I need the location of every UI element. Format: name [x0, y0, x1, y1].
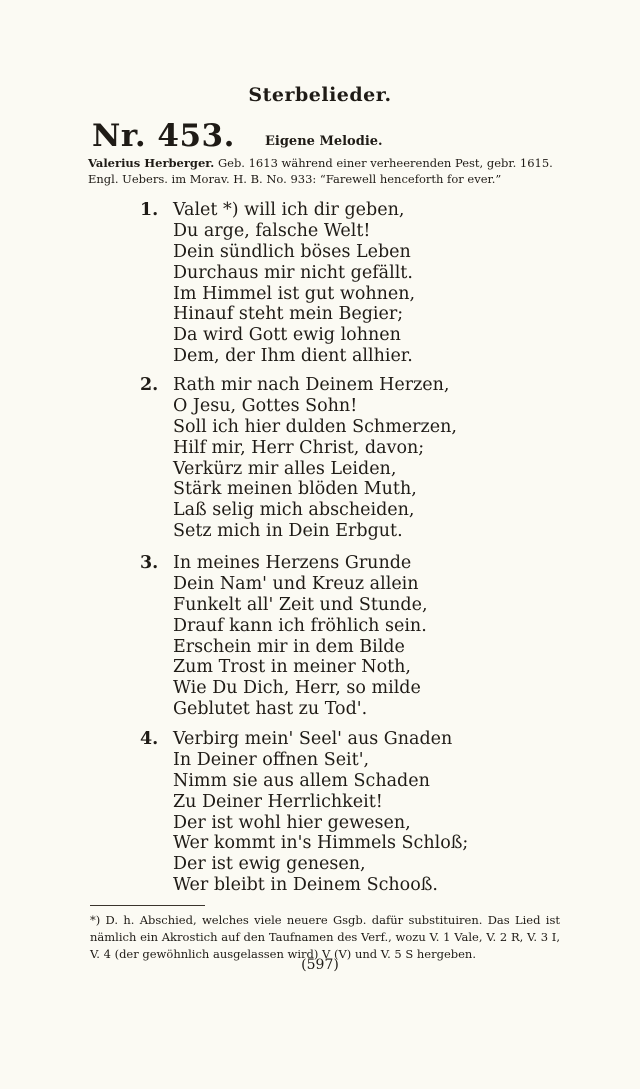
- author-name: Valerius Herberger.: [88, 156, 215, 170]
- verse-line: Nimm sie aus allem Schaden: [173, 770, 430, 791]
- running-head: Sterbelieder.: [248, 84, 392, 106]
- verse-line: Hinauf steht mein Begier;: [173, 304, 404, 325]
- verse-number: 2.: [140, 375, 159, 395]
- verse-line: Im Himmel ist gut wohnen,: [173, 283, 416, 304]
- verse-line: Funkelt all' Zeit und Stunde,: [173, 594, 428, 615]
- attribution-details: Geb. 1613 während einer verheerenden Pest, gebr. 1615.: [217, 156, 553, 170]
- attribution-line-2: Engl. Uebers. im Morav. H. B. No. 933: “Farewell henceforth for ever.”: [88, 172, 502, 186]
- verse-line: Wer bleibt in Deinem Schooß.: [173, 875, 438, 896]
- verse-number: 1.: [140, 200, 159, 220]
- footnote: *) D. h. Abschied, welches viele neuere Gsgb. dafür substituiren. Das Lied ist nämlich ein Akrostich auf den Taufnamen des Verf., wozu V. 1 Vale, V. 2 R, V. 3 I, V. 4 (der gewöhnlich ausgelassen wird) V (V) und V. 5 S hergeben.: [90, 913, 560, 961]
- verse-line: Durchaus mir nicht gefällt.: [173, 262, 413, 283]
- verse-2: [140, 375, 520, 542]
- verse-line: Der ist wohl hier gewesen,: [173, 812, 411, 833]
- page-number: (597): [301, 957, 339, 973]
- verse-line: Da wird Gott ewig lohnen: [173, 325, 401, 346]
- verse-line: Laß selig mich abscheiden,: [173, 500, 415, 521]
- verse-number: 4.: [140, 729, 159, 749]
- verse-1: [140, 200, 520, 367]
- verse-line: Setz mich in Dein Erbgut.: [173, 521, 403, 542]
- verse-4: [140, 729, 520, 896]
- verse-line: 4. Verbirg mein' Seel' aus Gnaden: [140, 729, 453, 749]
- verse-line: Du arge, falsche Welt!: [173, 220, 371, 241]
- verse-line: O Jesu, Gottes Sohn!: [173, 395, 358, 416]
- melody-note: Eigene Melodie.: [265, 134, 383, 149]
- verse-line: Hilf mir, Herr Christ, davon;: [173, 437, 425, 458]
- verse-line: Stärk meinen blöden Muth,: [173, 479, 417, 500]
- verse-line: Dem, der Ihm dient allhier.: [173, 346, 413, 367]
- verse-line: Drauf kann ich fröhlich sein.: [173, 615, 427, 636]
- verse-line: Der ist ewig genesen,: [173, 854, 366, 875]
- verse-line: Verkürz mir alles Leiden,: [173, 458, 397, 479]
- verse-line: Wie Du Dich, Herr, so milde: [173, 678, 421, 699]
- verse-line: Erschein mir in dem Bilde: [173, 636, 405, 657]
- attribution-line-1: [88, 155, 558, 171]
- verse-line: In Deiner offnen Seit',: [173, 749, 370, 770]
- verse-line: Dein Nam' und Kreuz allein: [173, 573, 419, 594]
- verse-line: 1. Valet *) will ich dir geben,: [140, 200, 405, 220]
- verse-line: 2. Rath mir nach Deinem Herzen,: [140, 375, 450, 395]
- verse-line: Wer kommt in's Himmels Schloß;: [173, 833, 469, 854]
- verse-line: Zu Deiner Herrlichkeit!: [173, 791, 383, 812]
- verse-line: Zum Trost in meiner Noth,: [173, 657, 411, 678]
- verse-line: 3. In meines Herzens Grunde: [140, 553, 412, 573]
- verse-number: 3.: [140, 553, 159, 573]
- hymn-number: Nr. 453.: [92, 118, 235, 154]
- verse-line: Geblutet hast zu Tod'.: [173, 699, 368, 720]
- verse-line: Dein sündlich böses Leben: [173, 241, 411, 262]
- footnote-divider: [90, 905, 205, 906]
- verse-line: Soll ich hier dulden Schmerzen,: [173, 416, 457, 437]
- verse-3: [140, 553, 520, 720]
